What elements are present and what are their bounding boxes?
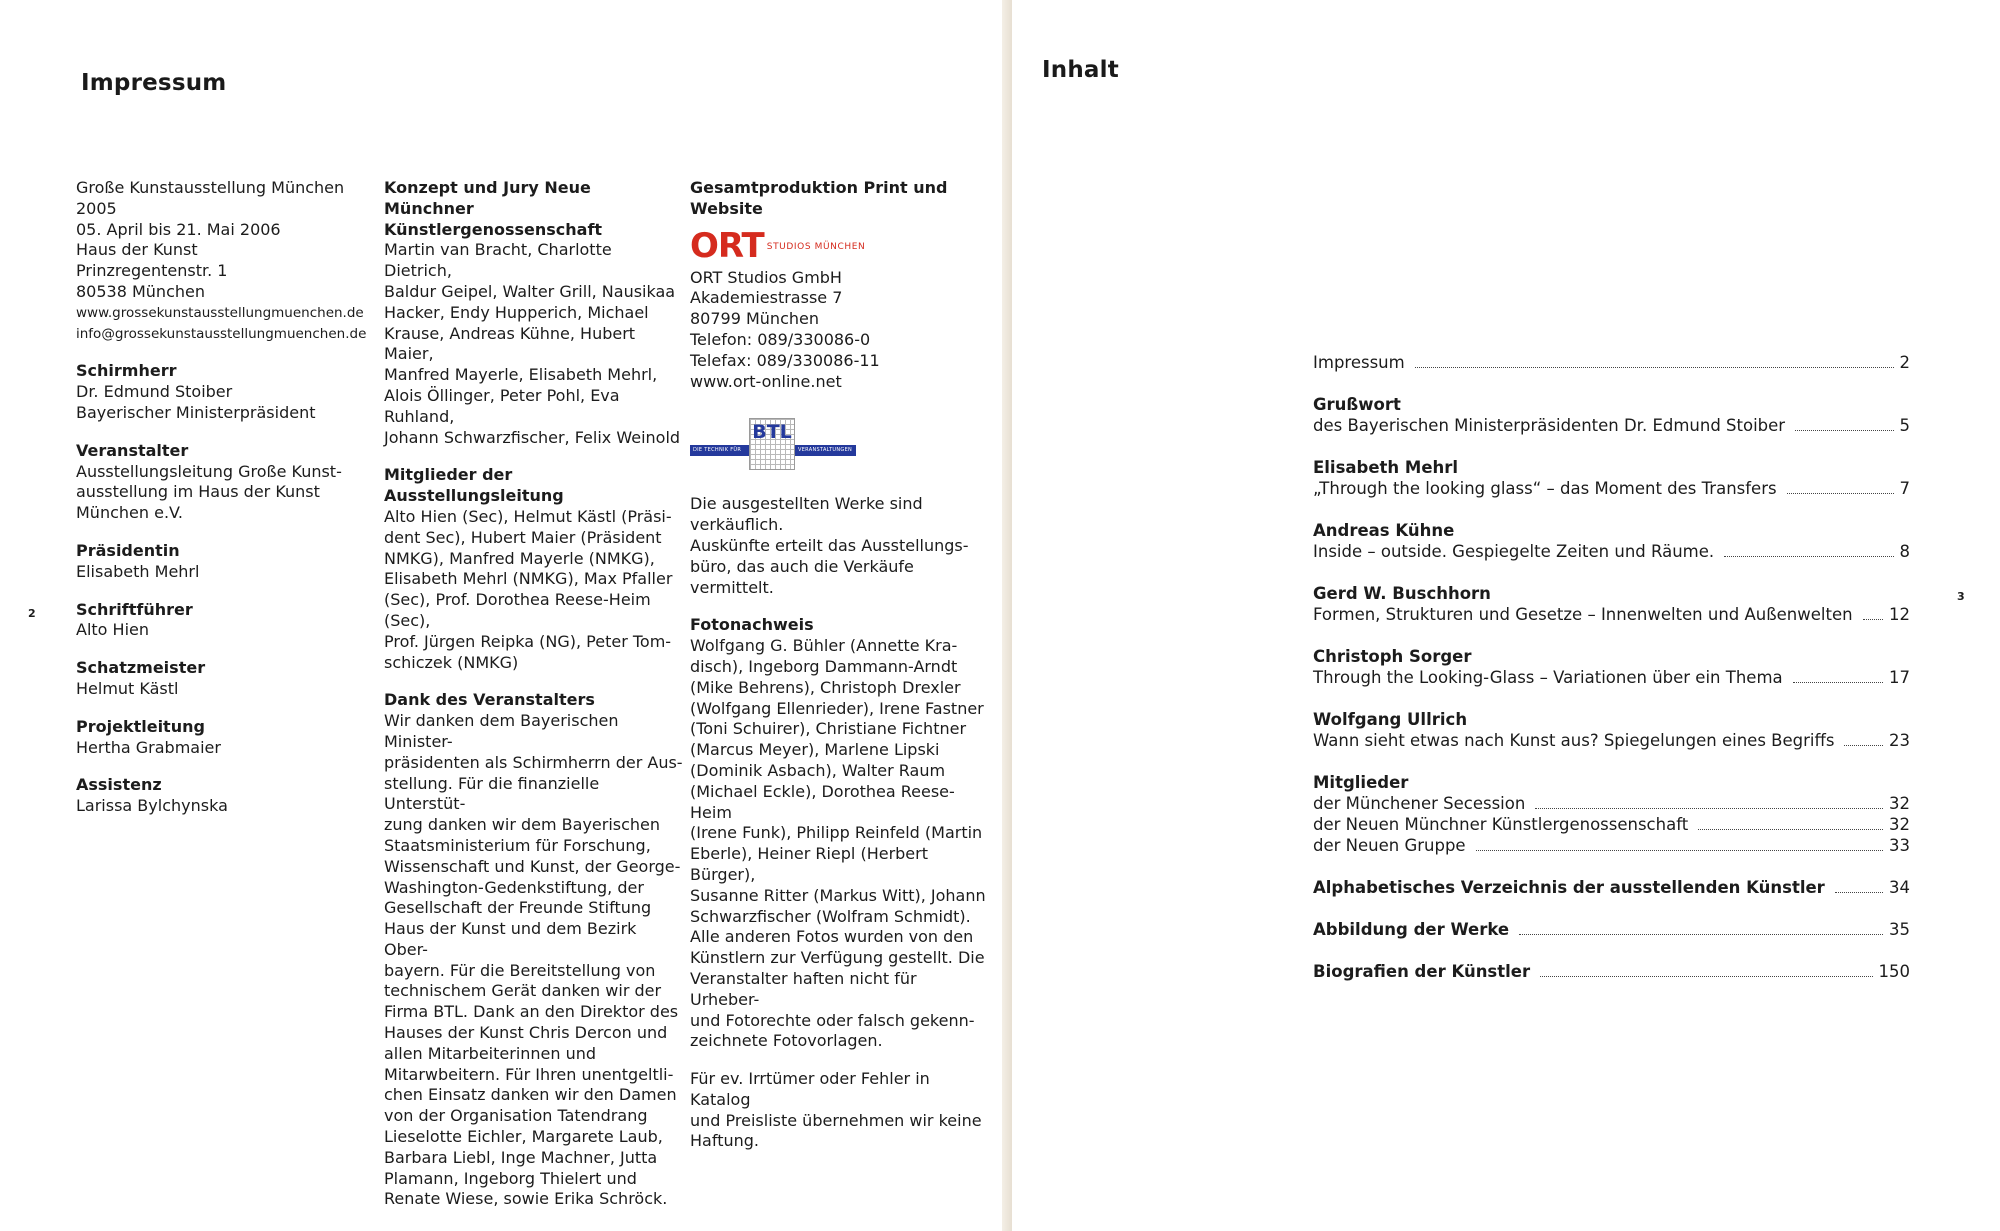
toc-leader <box>1787 492 1894 494</box>
toc-page-number: 23 <box>1889 731 1910 750</box>
toc-entry[interactable] <box>1313 772 1910 856</box>
toc-line[interactable] <box>1313 961 1910 982</box>
block-line: Larissa Bylchynska <box>76 796 228 816</box>
toc-leader <box>1724 555 1893 557</box>
block-line: Schwarzfischer (Wolfram Schmidt). <box>690 906 971 926</box>
block-line: stellung. Für die finanzielle Unterstüt- <box>384 773 600 814</box>
impressum-column-1 <box>76 178 366 834</box>
block-label: Schatzmeister <box>76 658 206 678</box>
block-line: Alto Hien <box>76 620 149 640</box>
block-line: präsidenten als Schirmherrn der Aus- <box>384 752 683 772</box>
toc-line-text: der Münchener Secession <box>1313 794 1526 813</box>
block-line: von der Organisation Tatendrang <box>384 1106 648 1126</box>
block-line: zung danken wir dem Bayerischen <box>384 815 661 835</box>
table-of-contents <box>1313 352 1910 1003</box>
toc-line[interactable] <box>1313 919 1910 940</box>
block-line: Mitarwbeitern. Für Ihren unentgeltli- <box>384 1064 674 1084</box>
block-label: Fotonachweis <box>690 615 814 635</box>
impressum-column-2 <box>384 178 684 1227</box>
toc-leader <box>1863 618 1883 620</box>
block-line: Martin van Bracht, Charlotte Dietrich, <box>384 240 612 281</box>
block-label: Assistenz <box>76 775 162 795</box>
address-line: Akademiestrasse 7 <box>690 288 843 308</box>
block-line: NMKG), Manfred Mayerle (NMKG), <box>384 548 655 568</box>
schirmherr-block <box>76 361 366 423</box>
block-line: Firma BTL. Dank an den Direktor des <box>384 1002 679 1022</box>
block-line: Hauses der Kunst Chris Dercon und <box>384 1023 668 1043</box>
address-line: ORT Studios GmbH <box>690 267 842 287</box>
block-line: Manfred Mayerle, Elisabeth Mehrl, <box>384 365 658 385</box>
toc-line-text: Biografien der Künstler <box>1313 962 1531 981</box>
block-line: Alois Öllinger, Peter Pohl, Eva Ruhland, <box>384 385 620 426</box>
block-line: allen Mitarbeiterinnen und <box>384 1043 597 1063</box>
ort-address <box>690 268 990 393</box>
block-line: und Fotorechte oder falsch gekenn- <box>690 1010 975 1030</box>
address-line: Telefax: 089/330086-11 <box>690 350 880 370</box>
errors-line: Für ev. Irrtümer oder Fehler in Katalog <box>690 1069 930 1109</box>
block-line: (Wolfgang Ellenrieder), Irene Fastner <box>690 698 984 718</box>
block-line: Alle anderen Fotos wurden von den <box>690 927 974 947</box>
toc-page-number: 32 <box>1889 794 1910 813</box>
block-line: Wissenschaft und Kunst, der George- <box>384 856 681 876</box>
btl-logo-text: BTL <box>752 421 792 444</box>
block-line: Ausstellungsleitung Große Kunst- <box>76 461 342 481</box>
block-line: chen Einsatz danken wir den Damen <box>384 1085 677 1105</box>
block-label: Dank des Veranstalters <box>384 690 595 710</box>
toc-line[interactable] <box>1313 877 1910 898</box>
toc-entry[interactable] <box>1313 394 1910 436</box>
toc-line-text: Inside – outside. Gespiegelte Zeiten und Räume. <box>1313 542 1715 561</box>
block-line: Gesellschaft der Freunde Stiftung <box>384 898 652 918</box>
assistenz-block <box>76 775 366 817</box>
btl-band-right-text: VERANSTALTUNGEN <box>798 447 853 454</box>
toc-entry-title: Christoph Sorger <box>1313 647 1472 666</box>
toc-line-text: Formen, Strukturen und Gesetze – Innenwelten und Außenwelten <box>1313 605 1853 624</box>
left-page-number: 2 <box>28 607 36 620</box>
block-line: Haus der Kunst und dem Bezirk Ober- <box>384 919 637 959</box>
toc-entry[interactable] <box>1313 583 1910 625</box>
info-line: 80538 München <box>76 281 205 301</box>
toc-page-number: 2 <box>1899 353 1910 372</box>
block-line: (Irene Funk), Philipp Reinfeld (Martin <box>690 823 983 843</box>
sale-line: Die ausgestellten Werke sind verkäuflich. <box>690 494 923 535</box>
toc-line[interactable] <box>1313 352 1910 373</box>
block-line: Susanne Ritter (Markus Witt), Johann <box>690 885 986 905</box>
toc-entry-title: Elisabeth Mehrl <box>1313 458 1459 477</box>
veranstalter-block <box>76 441 366 524</box>
block-line: Veranstalter haften nicht für Urheber- <box>690 968 917 1009</box>
block-line: Elisabeth Mehrl <box>76 561 200 581</box>
ort-studios-logo <box>690 225 990 266</box>
toc-leader <box>1415 366 1894 368</box>
dank-block <box>384 690 684 1210</box>
toc-line[interactable] <box>1313 415 1910 436</box>
toc-line-text: Wann sieht etwas nach Kunst aus? Spiegelungen eines Begriffs <box>1313 731 1835 750</box>
block-line: Künstlern zur Verfügung gestellt. Die <box>690 948 985 968</box>
block-line: bayern. Für die Bereitstellung von <box>384 960 656 980</box>
toc-line-text: Impressum <box>1313 353 1405 372</box>
toc-entry[interactable] <box>1313 877 1910 898</box>
toc-line[interactable] <box>1313 541 1910 562</box>
praesidentin-block <box>76 541 366 583</box>
block-label: Schirmherr <box>76 361 177 381</box>
address-line: 80799 München <box>690 309 819 329</box>
block-label: Schriftführer <box>76 599 193 619</box>
block-line: dent Sec), Hubert Maier (Präsident <box>384 527 662 547</box>
toc-page-number: 8 <box>1899 542 1910 561</box>
info-line: Haus der Kunst <box>76 240 198 260</box>
toc-entry-title: Gerd W. Buschhorn <box>1313 584 1491 603</box>
toc-line-text: der Neuen Münchner Künstlergenossenschaft <box>1313 815 1689 834</box>
projektleitung-block <box>76 717 366 759</box>
toc-page-number: 7 <box>1899 479 1910 498</box>
block-line: Barbara Liebl, Inge Machner, Jutta <box>384 1147 658 1167</box>
toc-leader <box>1698 828 1883 830</box>
block-line: Elisabeth Mehrl (NMKG), Max Pfaller <box>384 569 673 589</box>
toc-leader <box>1540 975 1872 977</box>
toc-entry-title: Grußwort <box>1313 395 1401 414</box>
toc-leader <box>1519 933 1883 935</box>
ausstellungsleitung-block <box>384 465 684 673</box>
info-line: 05. April bis 21. Mai 2006 <box>76 219 281 239</box>
block-line: Lieselotte Eichler, Margarete Laub, <box>384 1127 663 1147</box>
email-link[interactable]: info@grossekunstausstellungmuenchen.de <box>76 325 367 342</box>
toc-line[interactable] <box>1313 667 1910 688</box>
block-line: Prof. Jürgen Reipka (NG), Peter Tom- <box>384 631 672 651</box>
toc-entry[interactable] <box>1313 919 1910 940</box>
block-label: Künstlergenossenschaft <box>384 219 603 239</box>
block-line: (Mike Behrens), Christoph Drexler <box>690 677 961 697</box>
toc-line-text: Alphabetisches Verzeichnis der ausstellenden Künstler <box>1313 878 1825 897</box>
block-line: Wir danken dem Bayerischen Minister- <box>384 711 619 751</box>
toc-entry[interactable] <box>1313 520 1910 562</box>
toc-leader <box>1476 849 1883 851</box>
block-line: ausstellung im Haus der Kunst <box>76 482 320 502</box>
block-label: Mitglieder der Ausstellungsleitung <box>384 465 564 506</box>
address-line: Telefon: 089/330086-0 <box>690 329 871 349</box>
schatzmeister-block <box>76 658 366 700</box>
toc-line-text: „Through the looking glass“ – das Moment des Transfers <box>1313 479 1777 498</box>
ort-logo-subtitle: STUDIOS MÜNCHEN <box>766 241 866 252</box>
toc-page-number: 17 <box>1889 668 1910 687</box>
block-line: (Michael Eckle), Dorothea Reese-Heim <box>690 781 955 822</box>
block-line: Johann Schwarzfischer, Felix Weinold <box>384 427 681 447</box>
sale-line: büro, das auch die Verkäufe vermittelt. <box>690 556 914 597</box>
block-line: Hertha Grabmaier <box>76 737 221 757</box>
block-label: Präsidentin <box>76 540 180 560</box>
block-line: (Dominik Asbach), Walter Raum <box>690 760 946 780</box>
inhalt-heading: Inhalt <box>1042 57 1119 83</box>
btl-logo <box>690 418 856 470</box>
toc-line[interactable] <box>1313 835 1910 856</box>
btl-band-left-text: DIE TECHNIK FÜR <box>693 447 742 454</box>
toc-line[interactable] <box>1313 814 1910 835</box>
toc-entry[interactable] <box>1313 352 1910 373</box>
sale-note <box>690 494 990 598</box>
block-line: disch), Ingeborg Dammann-Arndt <box>690 656 958 676</box>
konzept-jury-block <box>384 178 684 448</box>
toc-line[interactable] <box>1313 478 1910 499</box>
info-line: Große Kunstausstellung München 2005 <box>76 178 345 218</box>
toc-line[interactable] <box>1313 793 1910 814</box>
toc-leader <box>1535 807 1883 809</box>
block-line: schiczek (NMKG) <box>384 652 519 672</box>
block-line: Plamann, Ingeborg Thielert und <box>384 1168 637 1188</box>
block-label: Veranstalter <box>76 440 189 460</box>
toc-entry[interactable] <box>1313 457 1910 499</box>
toc-entry[interactable] <box>1313 646 1910 688</box>
sale-line: Auskünfte erteilt das Ausstellungs- <box>690 535 969 555</box>
toc-line[interactable] <box>1313 604 1910 625</box>
toc-page-number: 12 <box>1889 605 1910 624</box>
block-line: München e.V. <box>76 503 183 523</box>
block-line: Washington-Gedenkstiftung, der <box>384 877 644 897</box>
block-line: Renate Wiese, sowie Erika Schröck. <box>384 1189 668 1209</box>
toc-entry-title: Mitglieder <box>1313 773 1409 792</box>
block-line: Wolfgang G. Bühler (Annette Kra- <box>690 636 958 656</box>
toc-page-number: 34 <box>1889 878 1910 897</box>
toc-entry[interactable] <box>1313 961 1910 982</box>
toc-line-text: Abbildung der Werke <box>1313 920 1510 939</box>
toc-page-number: 33 <box>1889 836 1910 855</box>
toc-page-number: 32 <box>1889 815 1910 834</box>
impressum-heading: Impressum <box>81 70 227 96</box>
toc-page-number: 150 <box>1878 962 1910 981</box>
toc-page-number: 5 <box>1899 416 1910 435</box>
website-link[interactable]: www.grossekunstausstellungmuenchen.de <box>76 304 364 321</box>
block-line: (Toni Schuirer), Christiane Fichtner <box>690 719 967 739</box>
errors-line: Haftung. <box>690 1131 759 1151</box>
right-page-number: 3 <box>1957 590 1965 603</box>
exhibition-info <box>76 178 366 344</box>
toc-line-text: der Neuen Gruppe <box>1313 836 1466 855</box>
toc-leader <box>1835 891 1883 893</box>
toc-page-number: 35 <box>1889 920 1910 939</box>
block-line: (Sec), Prof. Dorothea Reese-Heim (Sec), <box>384 590 651 630</box>
block-label: Konzept und Jury Neue Münchner <box>384 178 591 218</box>
toc-entry[interactable] <box>1313 709 1910 751</box>
errors-note <box>690 1069 990 1152</box>
toc-leader <box>1795 429 1893 431</box>
toc-leader <box>1793 681 1883 683</box>
toc-entry-title: Wolfgang Ullrich <box>1313 710 1468 729</box>
block-line: Bayerischer Ministerpräsident <box>76 402 316 422</box>
toc-line-text: Through the Looking-Glass – Variationen über ein Thema <box>1313 668 1783 687</box>
block-line: (Marcus Meyer), Marlene Lipski <box>690 740 940 760</box>
block-label: Projektleitung <box>76 716 205 736</box>
book-gutter <box>1002 0 1012 1231</box>
block-line: Dr. Edmund Stoiber <box>76 382 233 402</box>
impressum-column-3 <box>690 178 990 1169</box>
errors-line: und Preisliste übernehmen wir keine <box>690 1110 982 1130</box>
block-line: Krause, Andreas Kühne, Hubert Maier, <box>384 323 636 364</box>
block-line: Baldur Geipel, Walter Grill, Nausikaa <box>384 281 676 301</box>
block-line: Alto Hien (Sec), Helmut Kästl (Präsi- <box>384 506 672 526</box>
production-label: Gesamtproduktion Print und Website <box>690 178 948 218</box>
toc-line[interactable] <box>1313 730 1910 751</box>
fotonachweis-block <box>690 615 990 1052</box>
block-line: Hacker, Endy Hupperich, Michael <box>384 302 649 322</box>
block-line: technischem Gerät danken wir der <box>384 981 662 1001</box>
toc-leader <box>1844 744 1883 746</box>
schriftfuehrer-block <box>76 600 366 642</box>
ort-logo-mark: ORT <box>690 225 764 266</box>
toc-entry-title: Andreas Kühne <box>1313 521 1455 540</box>
block-line: Staatsministerium für Forschung, <box>384 835 651 855</box>
block-line: Helmut Kästl <box>76 678 179 698</box>
block-line: Eberle), Heiner Riepl (Herbert Bürger), <box>690 844 928 884</box>
ort-website-link[interactable]: www.ort-online.net <box>690 371 842 391</box>
toc-line-text: des Bayerischen Ministerpräsidenten Dr. Edmund Stoiber <box>1313 416 1786 435</box>
info-line: Prinzregentenstr. 1 <box>76 261 228 281</box>
block-line: zeichnete Fotovorlagen. <box>690 1031 883 1051</box>
